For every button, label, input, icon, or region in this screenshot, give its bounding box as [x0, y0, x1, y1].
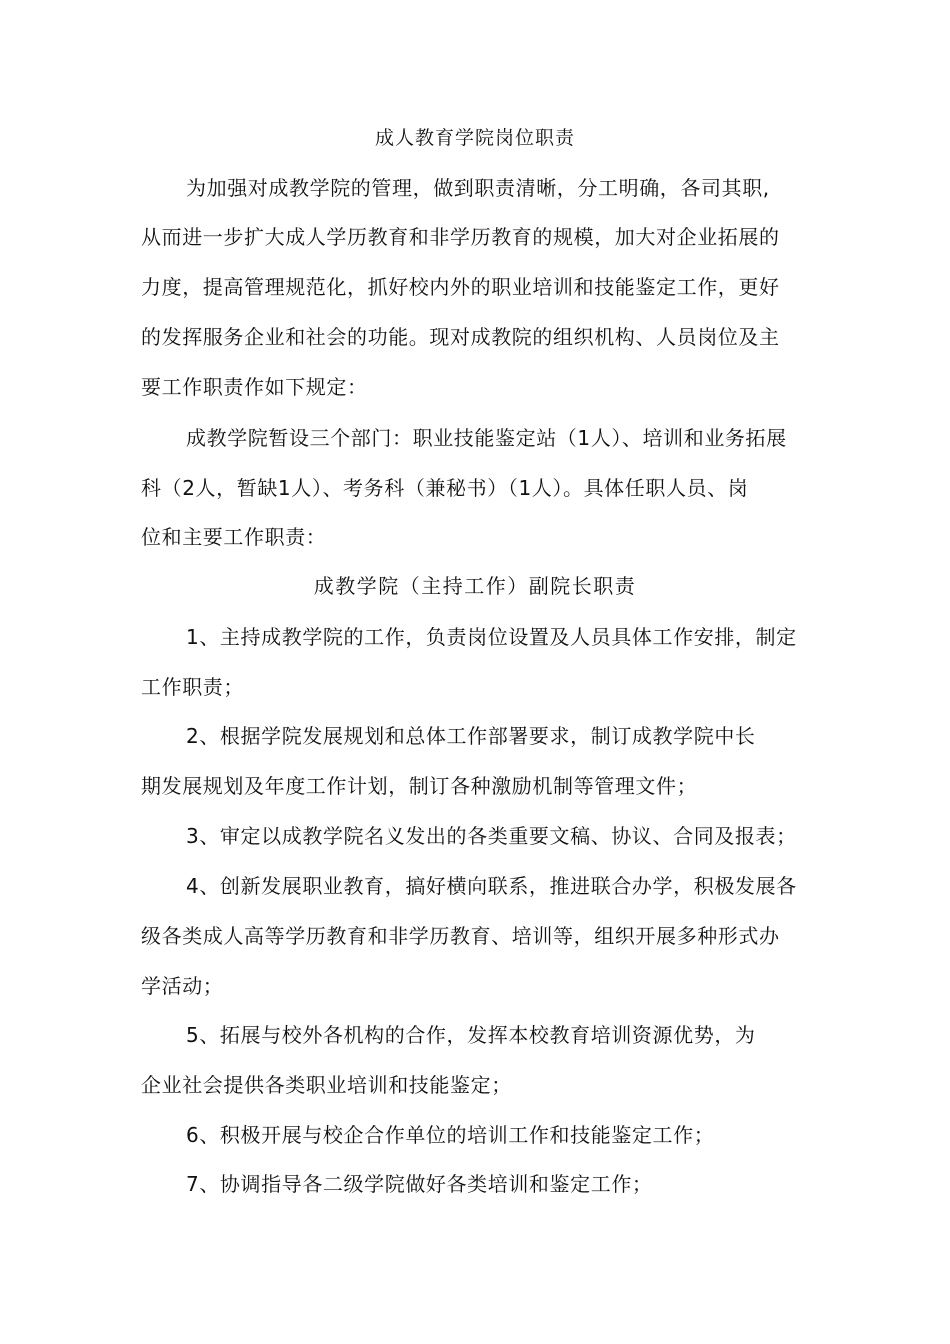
intro-line: 的发挥服务企业和社会的功能。现对成教院的组织机构、人员岗位及主 — [141, 325, 780, 349]
duty-line: 企业社会提供各类职业培训和技能鉴定； — [141, 1073, 512, 1097]
intro-line: 要工作职责作如下规定： — [141, 375, 368, 399]
duty-line: 7、协调指导各二级学院做好各类培训和鉴定工作； — [186, 1172, 653, 1196]
duty-line: 2、根据学院发展规划和总体工作部署要求，制订成教学院中长 — [186, 724, 756, 748]
document-title: 成人教育学院岗位职责 — [374, 127, 575, 149]
duty-line: 期发展规划及年度工作计划，制订各种激励机制等管理文件； — [141, 774, 698, 798]
duty-line: 3、审定以成教学院名义发出的各类重要文稿、协议、合同及报表； — [186, 824, 797, 848]
duty-line: 6、积极开展与校企合作单位的培训工作和技能鉴定工作； — [186, 1123, 715, 1147]
duty-line: 学活动； — [141, 974, 224, 998]
duty-line: 级各类成人高等学历教育和非学历教育、培训等，组织开展多种形式办 — [141, 924, 780, 948]
duty-line: 工作职责； — [141, 675, 244, 699]
departments-line: 位和主要工作职责： — [141, 525, 327, 549]
intro-line: 从而进一步扩大成人学历教育和非学历教育的规模，加大对企业拓展的 — [141, 225, 780, 249]
intro-line: 为加强对成教学院的管理，做到职责清晰，分工明确，各司其职, — [186, 176, 770, 200]
duty-line: 4、创新发展职业教育，搞好横向联系，推进联合办学，积极发展各 — [186, 874, 797, 898]
departments-line: 成教学院暂设三个部门：职业技能鉴定站（1人）、培训和业务拓展 — [186, 426, 787, 450]
intro-line: 力度，提高管理规范化，抓好校内外的职业培训和技能鉴定工作，更好 — [141, 275, 780, 299]
duty-line: 1、主持成教学院的工作，负责岗位设置及人员具体工作安排，制定 — [186, 625, 797, 649]
section-title: 成教学院（主持工作）副院长职责 — [313, 574, 637, 598]
duty-line: 5、拓展与校外各机构的合作，发挥本校教育培训资源优势，为 — [186, 1023, 756, 1047]
departments-line: 科（2人，暂缺1人）、考务科（兼秘书）（1人）。具体任职人员、岗 — [141, 476, 749, 500]
